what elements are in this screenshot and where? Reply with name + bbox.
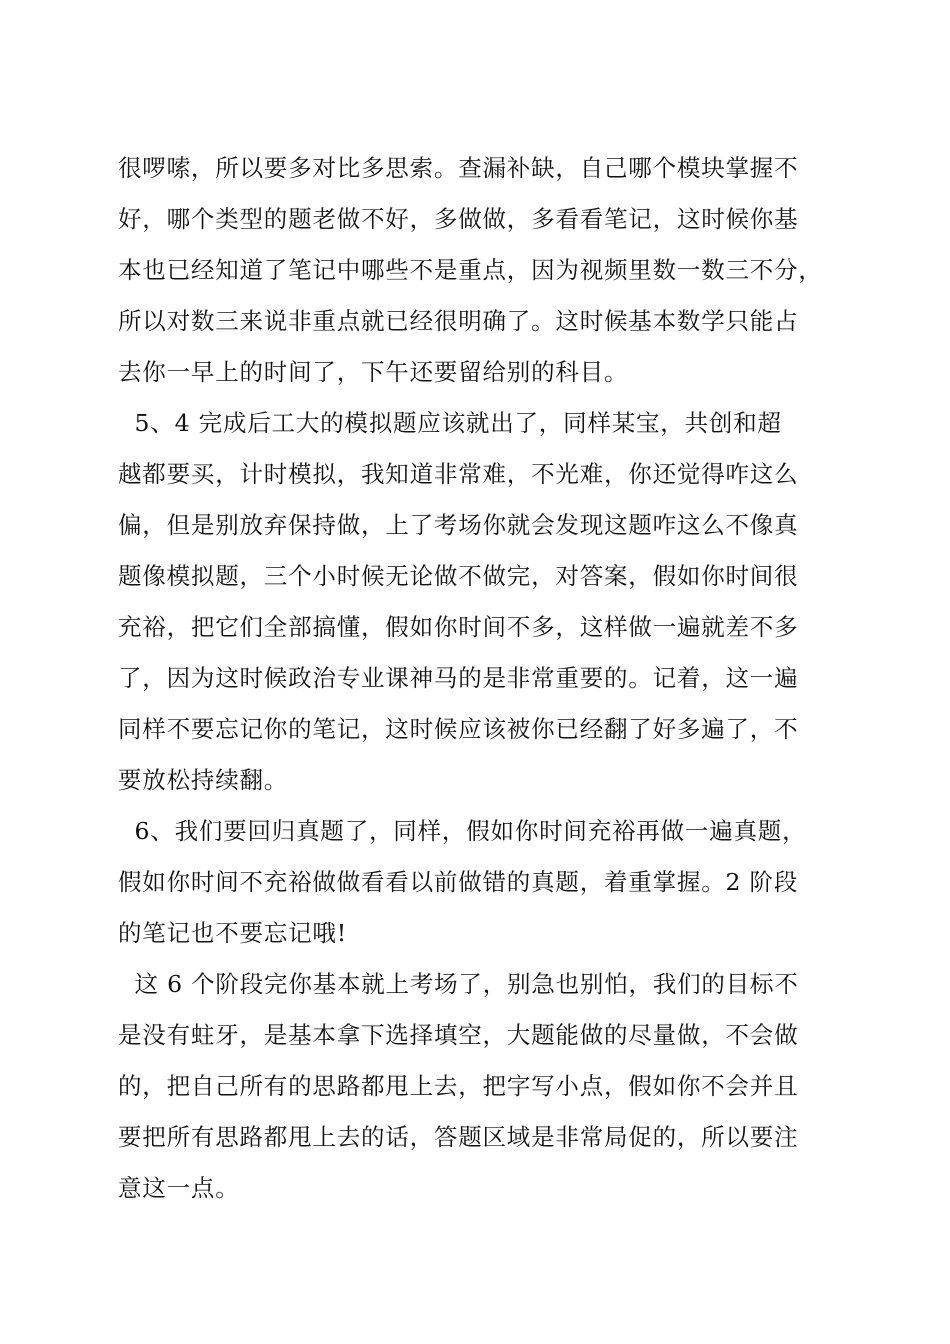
text-line: 要把所有思路都甩上去的话，答题区域是非常局促的，所以要注 [118, 1123, 799, 1151]
text-line: 题像模拟题，三个小时候无论做不做完，对答案，假如你时间很 [118, 562, 799, 590]
text-line: 要放松持续翻。 [118, 766, 289, 794]
text-line: 的，把自己所有的思路都甩上去，把字写小点，假如你不会并且 [118, 1072, 799, 1100]
text-line: 的笔记也不要忘记哦! [118, 919, 347, 947]
text-line: 充裕，把它们全部搞懂，假如你时间不多，这样做一遍就差不多 [118, 613, 799, 641]
text-line: 是没有蛀牙，是基本拿下选择填空，大题能做的尽量做，不会做 [118, 1021, 799, 1049]
text-line: 所以对数三来说非重点就已经很明确了。这时候基本数学只能占 [118, 307, 799, 335]
text-line: 意这一点。 [118, 1174, 240, 1202]
text-line: 很啰嗦，所以要多对比多思索。查漏补缺，自己哪个模块掌握不 [118, 154, 799, 182]
text-line: 去你一早上的时间了，下午还要留给别的科目。 [118, 358, 629, 386]
text-line: 同样不要忘记你的笔记，这时候应该被你已经翻了好多遍了，不 [118, 715, 799, 743]
text-line: 偏，但是别放弃保持做，上了考场你就会发现这题咋这么不像真 [118, 511, 799, 539]
text-line: 本也已经知道了笔记中哪些不是重点，因为视频里数一数三不分， [118, 256, 823, 284]
text-line: 这 6 个阶段完你基本就上考场了，别急也别怕，我们的目标不 [118, 970, 799, 998]
text-line: 5、4 完成后工大的模拟题应该就出了，同样某宝，共创和超 [118, 409, 782, 437]
text-line: 越都要买，计时模拟，我知道非常难，不光难，你还觉得咋这么 [118, 460, 799, 488]
text-line: 好，哪个类型的题老做不好，多做做，多看看笔记，这时候你基 [118, 205, 799, 233]
text-line: 假如你时间不充裕做做看看以前做错的真题，着重掌握。2 阶段 [118, 868, 799, 896]
document-body [118, 143, 838, 1214]
text-line: 了，因为这时候政治专业课神马的是非常重要的。记着，这一遍 [118, 664, 799, 692]
text-line: 6、我们要回归真题了，同样，假如你时间充裕再做一遍真题， [118, 817, 807, 845]
